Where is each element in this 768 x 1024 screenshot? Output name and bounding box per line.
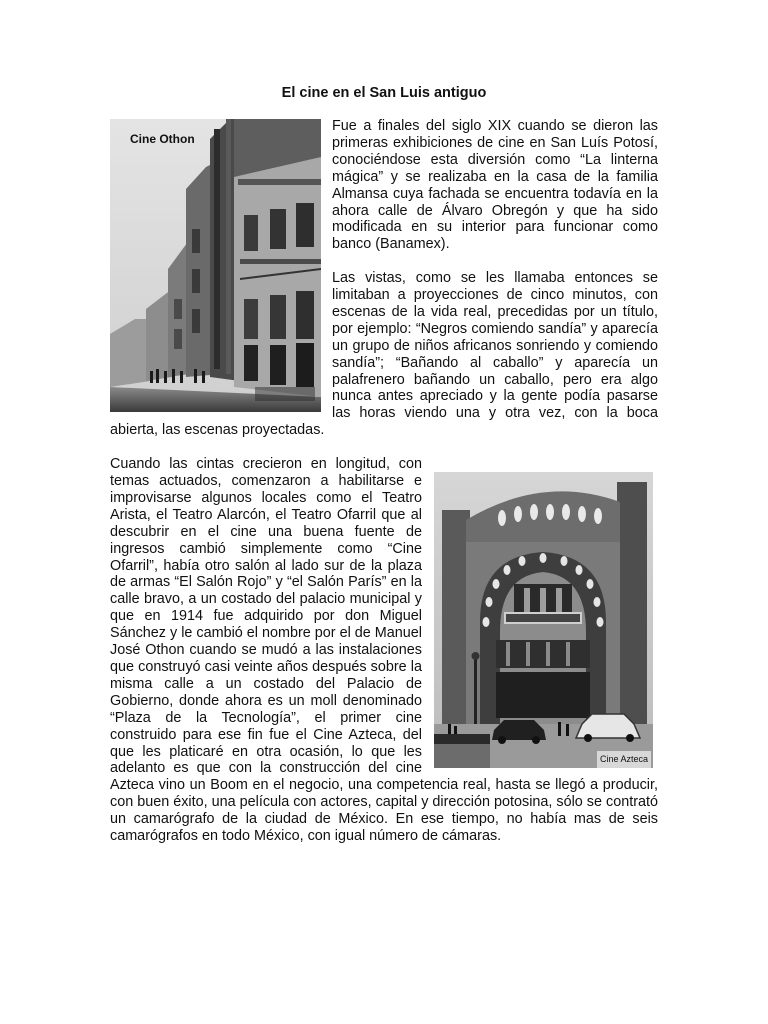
cine-azteca-photo (434, 472, 653, 768)
cine-othon-caption: Cine Othon (130, 132, 195, 146)
paragraph-1: Fue a finales del siglo XIX cuando se dieron las primeras exhibiciones de cine en San Luís Potosí, conociéndose esta diversión como “La linterna mágica” y se realizaba en la casa de la familia Almansa cuya fachada se encuentra todavía en la ahora calle de Álvaro Obregón y que ha sido modificada en su interior para funcionar como banco (Banamex). (332, 118, 658, 253)
paragraph-2: Las vistas, como se les llamaba entonces se limitaban a proyecciones de cinco minutos, con escenas de la vida real, precedidas por un título, por ejemplo: “Negros comiendo sandía” y aparecía un grupo de niños africanos sonriendo y comiendo sandía”; “Bañando al caballo” y aparecía un palafrenero bañando un caballo, pero era algo nunca antes apreciado y la gente podía pasarse las horas viendo una y otra vez, con la boca abierta, las escenas proyectadas. (110, 270, 658, 439)
cine-othon-photo (110, 119, 321, 412)
theater-facade-photo-icon (434, 472, 653, 768)
document-body (110, 118, 658, 862)
paragraph-3: Cuando las cintas crecieron en longitud, con temas actuados, comenzaron a habilitarse e improvisarse algunos locales como el Teatro Arista, el Teatro Alarcón, el Teatro Ofarril que al descubrir en el cine una buena fuente de ingresos cambió simplemente como “Cine Ofarril”, había otro salón al lado sur de la plaza de armas “El Salón Rojo” y “el Salón París” en la calle bravo, a un costado del palacio municipal y que en 1914 fue adquirido por don Miguel Sánchez y le cambió el nombre por el de Manuel José Othon cuando se mudó a las instalaciones que construyó casi veinte años después sobre la misma calle a un costado del Palacio de Gobierno, donde ahora es un moll denominado “Plaza de la Tecnología”, el primer cine construido para ese fin fue el Cine Azteca, del que les platicaré en otra ocasión, lo que les adelanto es que con la construcción del cine Azteca vino un Boom en el negocio, una competencia real, hasta se llegó a producir, con buen éxito, una película con actores, capital y dirección potosina, sólo se contrató un camarógrafo de la ciudad de México. En ese tiempo, no había mas de seis camarógrafos en todo México, con igual número de cámaras. (110, 456, 658, 845)
document-title: El cine en el San Luis antiguo (281, 85, 487, 101)
cine-azteca-caption: Cine Azteca (597, 751, 651, 768)
building-photo-icon (110, 119, 321, 412)
